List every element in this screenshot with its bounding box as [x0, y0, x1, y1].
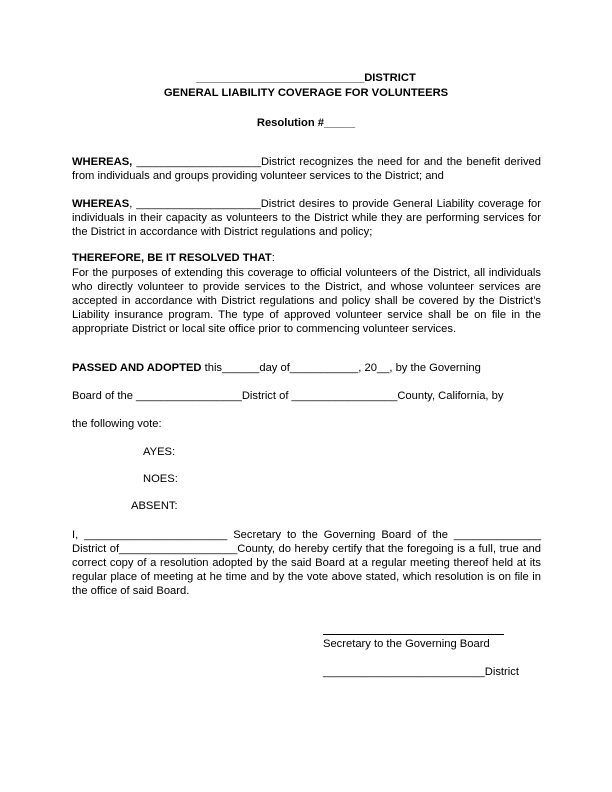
whereas-text: , ____________________District desires to provide General Liability coverage for individuals in their capacity as volunteers to the District while they are performing services for the District in accordance with District regulations and policy;: [72, 198, 541, 238]
resolved-colon: :: [271, 252, 275, 264]
district-signature-line: __________________________District: [323, 666, 519, 678]
passed-line-2: Board of the _________________District of _________________County, California, by: [72, 390, 504, 402]
resolved-paragraph: For the purposes of extending this coverage to official volunteers of the District, all individuals who directly volunteer to provide services to the District, and whose volunteer services are accepted in accordance with District regulations and policy shall be covered by the District’s Liability insurance program. The type of approved volunteer service shall be on file in the appropriate District or local site office prior to commencing volunteer services.: [72, 267, 541, 335]
passed-line-3: the following vote:: [72, 418, 162, 430]
passed-line-1: [72, 362, 481, 374]
passed-label: PASSED AND ADOPTED: [72, 362, 202, 374]
vote-absent: ABSENT:: [131, 500, 178, 512]
resolution-number: Resolution #_____: [256, 117, 356, 129]
whereas-label: WHEREAS,: [72, 156, 133, 168]
resolved-label: THEREFORE, BE IT RESOLVED THAT: [72, 252, 272, 264]
certification-paragraph: I, _______________________ Secretary to the Governing Board of the ______________ District of___________________County, do hereby certify that the foregoing is a full, true and correct copy of a resolution adopted by the said Board at a regular meeting thereof held at its regular place of meeting at he time and by the vote above stated, which resolution is on file in the office of said Board.: [72, 529, 541, 597]
passed-text: this______day of___________, 20__, by the Governing: [201, 362, 481, 374]
whereas-text: ____________________District recognizes the need for and the benefit derived from individuals and groups providing volunteer services to the District; and: [72, 156, 541, 182]
district-header: ___________________________DISTRICT: [196, 72, 416, 84]
secretary-signature-label: Secretary to the Governing Board: [323, 638, 490, 650]
whereas-label: WHEREAS: [72, 198, 130, 210]
vote-ayes: AYES:: [143, 446, 176, 458]
document-title: GENERAL LIABILITY COVERAGE FOR VOLUNTEERS: [163, 87, 449, 99]
vote-noes: NOES:: [143, 473, 178, 485]
signature-line: [323, 634, 504, 635]
whereas-paragraph-1: [72, 155, 541, 183]
whereas-paragraph-2: [72, 197, 541, 239]
resolved-heading: [72, 252, 275, 264]
